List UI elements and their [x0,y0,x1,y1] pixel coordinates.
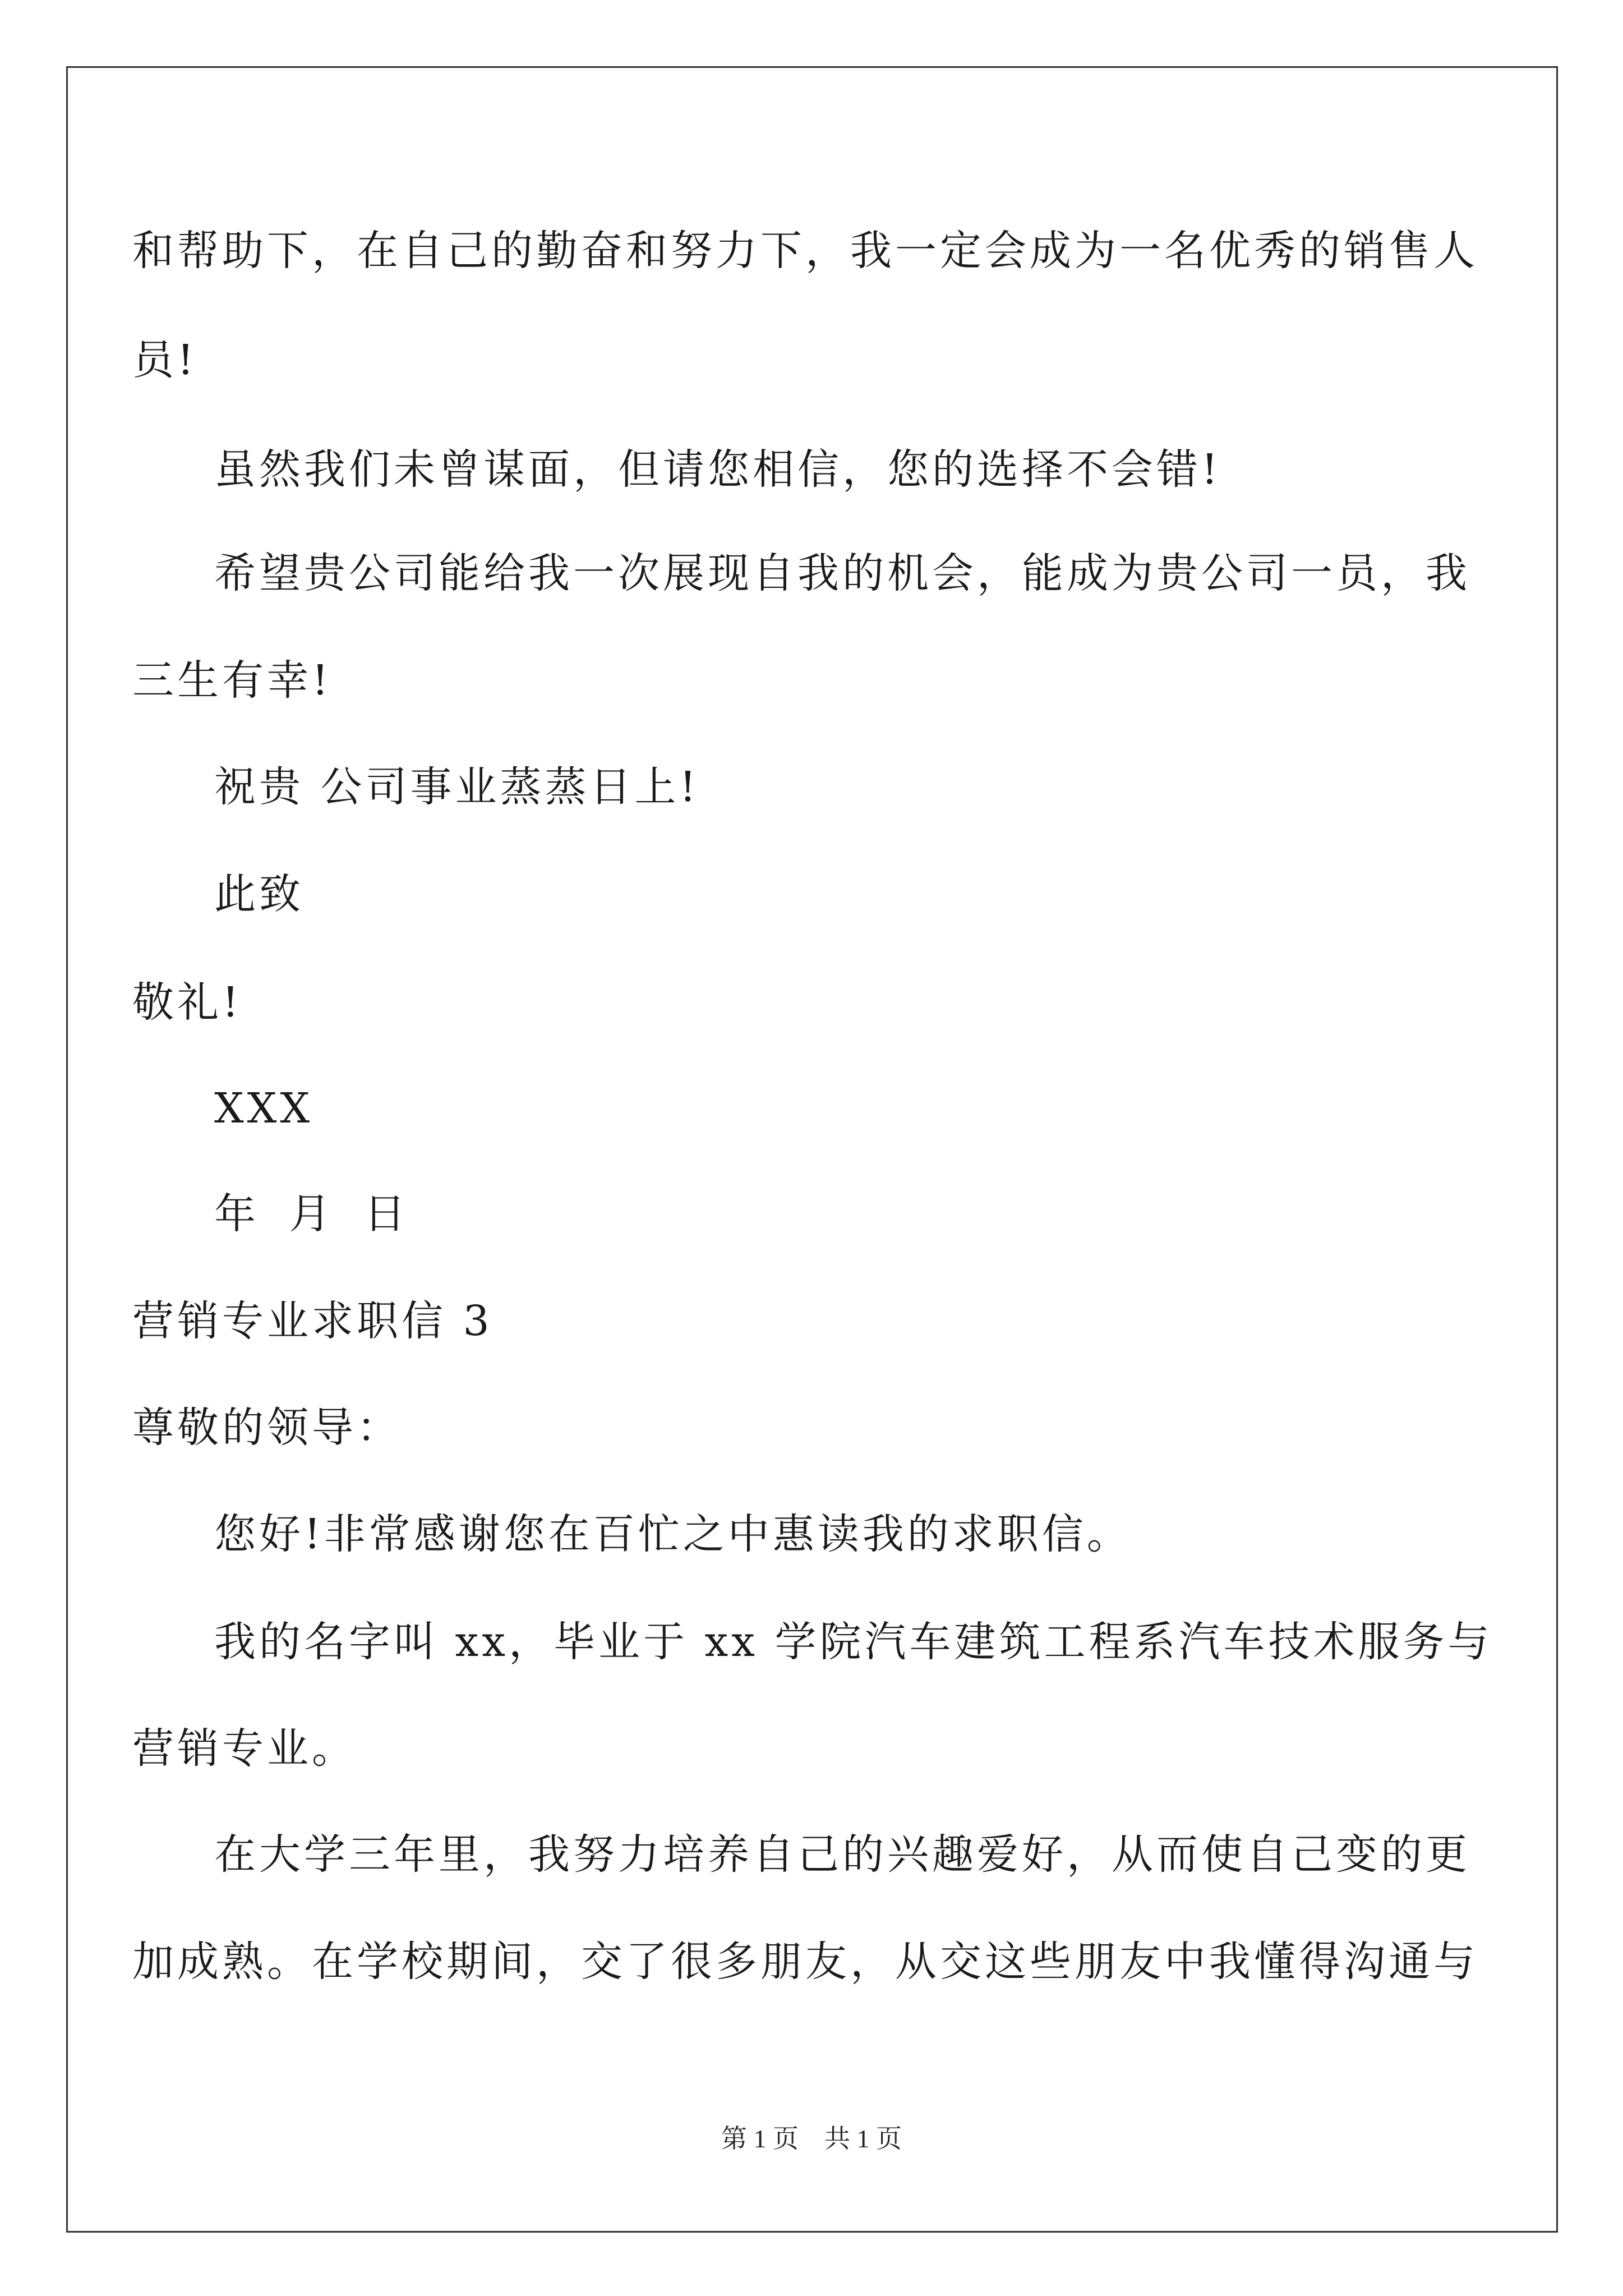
body-line: 您好!非常感谢您在百忙之中惠读我的求职信。 [214,1510,1132,1558]
body-line: 营销专业。 [132,1724,357,1773]
body-line: 此致 [214,870,304,918]
body-line: 祝贵 公司事业蒸蒸日上! [214,763,700,811]
body-line: 希望贵公司能给我一次展现自我的机会，能成为贵公司一员，我 [214,549,1470,597]
page-border [66,66,1558,2233]
salutation: 尊敬的领导： [132,1404,402,1452]
signature-date: 年 月 日 [214,1190,409,1238]
body-line: 虽然我们未曾谋面，但请您相信，您的选择不会错! [214,445,1221,494]
section-heading: 营销专业求职信 3 [132,1297,493,1345]
body-line: 加成熟。在学校期间，交了很多朋友，从交这些朋友中我懂得沟通与 [132,1938,1478,1986]
body-line: 和帮助下，在自己的勤奋和努力下，我一定会成为一名优秀的销售人 [132,227,1478,275]
page-footer: 第 1 页 共 1 页 [721,2124,902,2153]
body-line: 敬礼! [132,978,242,1027]
body-line: 三生有幸! [132,656,332,705]
signature-name: XXX [214,1084,313,1133]
body-line: 在大学三年里，我努力培养自己的兴趣爱好，从而使自己变的更 [214,1830,1470,1879]
body-line: 员! [132,336,197,384]
body-line: 我的名字叫 xx，毕业于 xx 学院汽车建筑工程系汽车技术服务与 [214,1618,1493,1666]
